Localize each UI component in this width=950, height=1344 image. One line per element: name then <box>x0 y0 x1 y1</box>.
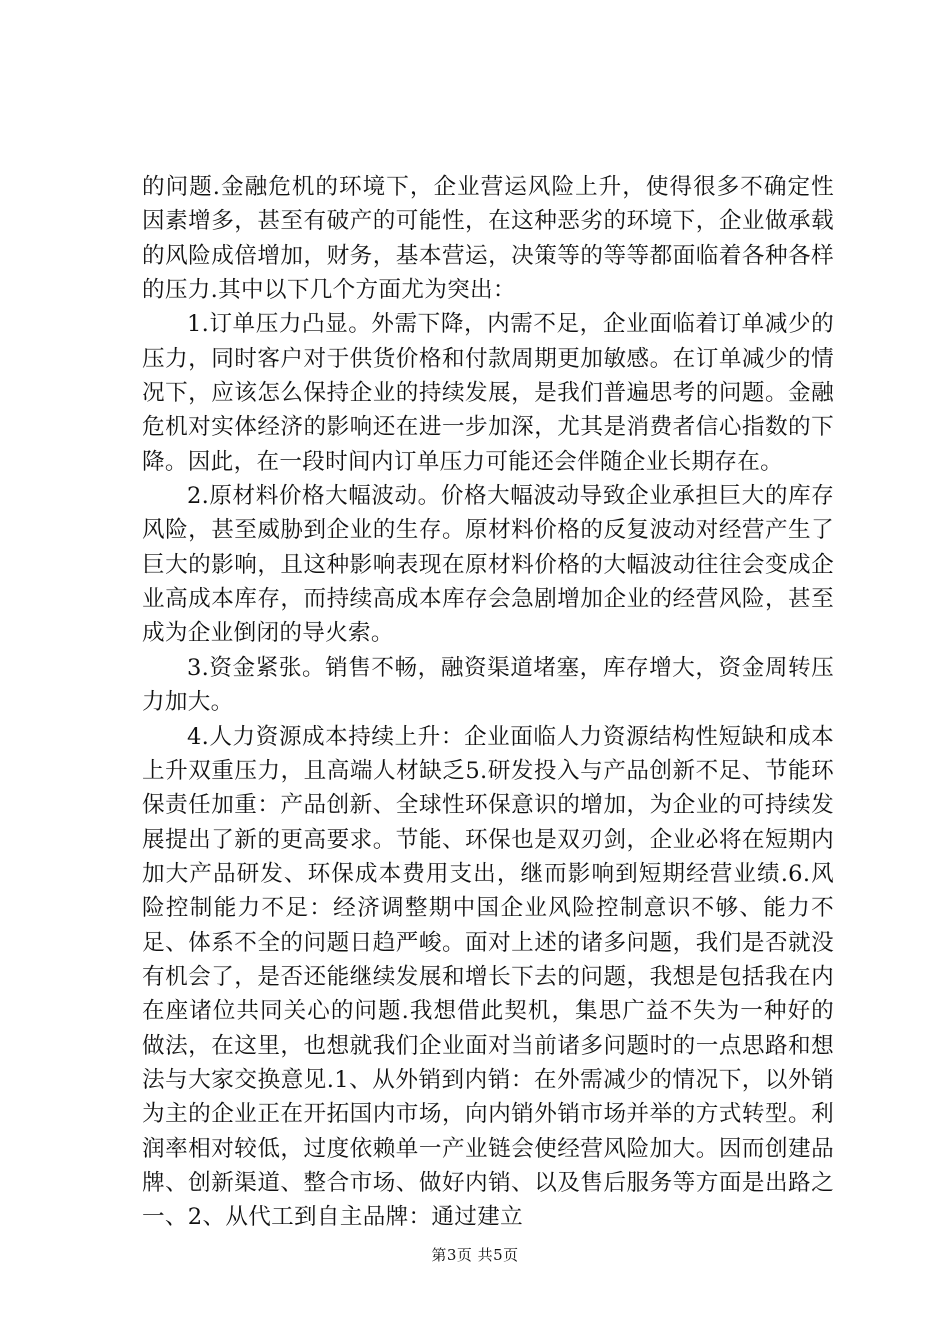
paragraph-capital: 3.资金紧张。销售不畅，融资渠道堵塞，库存增大，资金周转压力加大。 <box>142 654 834 716</box>
page-footer <box>0 1245 950 1265</box>
paragraph-human-resources: 4.人力资源成本持续上升：企业面临人力资源结构性短缺和成本上升双重压力，且高端人材缺乏5.研发投入与产品创新不足、节能环保责任加重：产品创新、全球性环保意识的增加，为企业的可持续发展提出了新的更高要求。节能、环保也是双刃剑，企业必将在短期内加大产品研发、环保成本费用支出，继而影响到短期经营业绩.6.风险控制能力不足：经济调整期中国企业风险控制意识不够、能力不足、体系不全的问题日趋严峻。面对上述的诸多问题，我们是否就没有机会了，是否还能继续发展和增长下去的问题，我想是包括我在内在座诸位共同关心的问题.我想借此契机，集思广益不失为一种好的做法，在这里，也想就我们企业面对当前诸多问题时的一点思路和想法与大家交换意见.1、从外销到内销：在外需减少的情况下，以外销为主的企业正在开拓国内市场，向内销外销市场并举的方式转型。利润率相对较低，过度依赖单一产业链会使经营风险加大。因而创建品牌、创新渠道、整合市场、做好内销、以及售后服务等方面是出路之一、2、从代工到自主品牌：通过建立 <box>142 723 834 1231</box>
paragraph-raw-material: 2.原材料价格大幅波动。价格大幅波动导致企业承担巨大的库存风险，甚至威胁到企业的生存。原材料价格的反复波动对经营产生了巨大的影响，且这种影响表现在原材料价格的大幅波动往往会变成企业高成本库存，而持续高成本库存会急剧增加企业的经营风险，甚至成为企业倒闭的导火索。 <box>142 483 834 647</box>
paragraph-order-pressure: 1.订单压力凸显。外需下降，内需不足，企业面临着订单减少的压力，同时客户对于供货价格和付款周期更加敏感。在订单减少的情况下，应该怎么保持企业的持续发展，是我们普遍思考的问题。金融危机对实体经济的影响还在进一步加深，尤其是消费者信心指数的下降。因此，在一段时间内订单压力可能还会伴随企业长期存在。 <box>142 311 834 475</box>
document-body <box>142 170 834 1235</box>
page-number: 第3页 共5页 <box>431 1246 519 1264</box>
paragraph-intro: 的问题.金融危机的环境下，企业营运风险上升，使得很多不确定性因素增多，甚至有破产的可能性，在这种恶劣的环境下，企业做承载的风险成倍增加，财务，基本营运，决策等的等等都面临着各种各样的压力.其中以下几个方面尤为突出： <box>142 174 834 304</box>
